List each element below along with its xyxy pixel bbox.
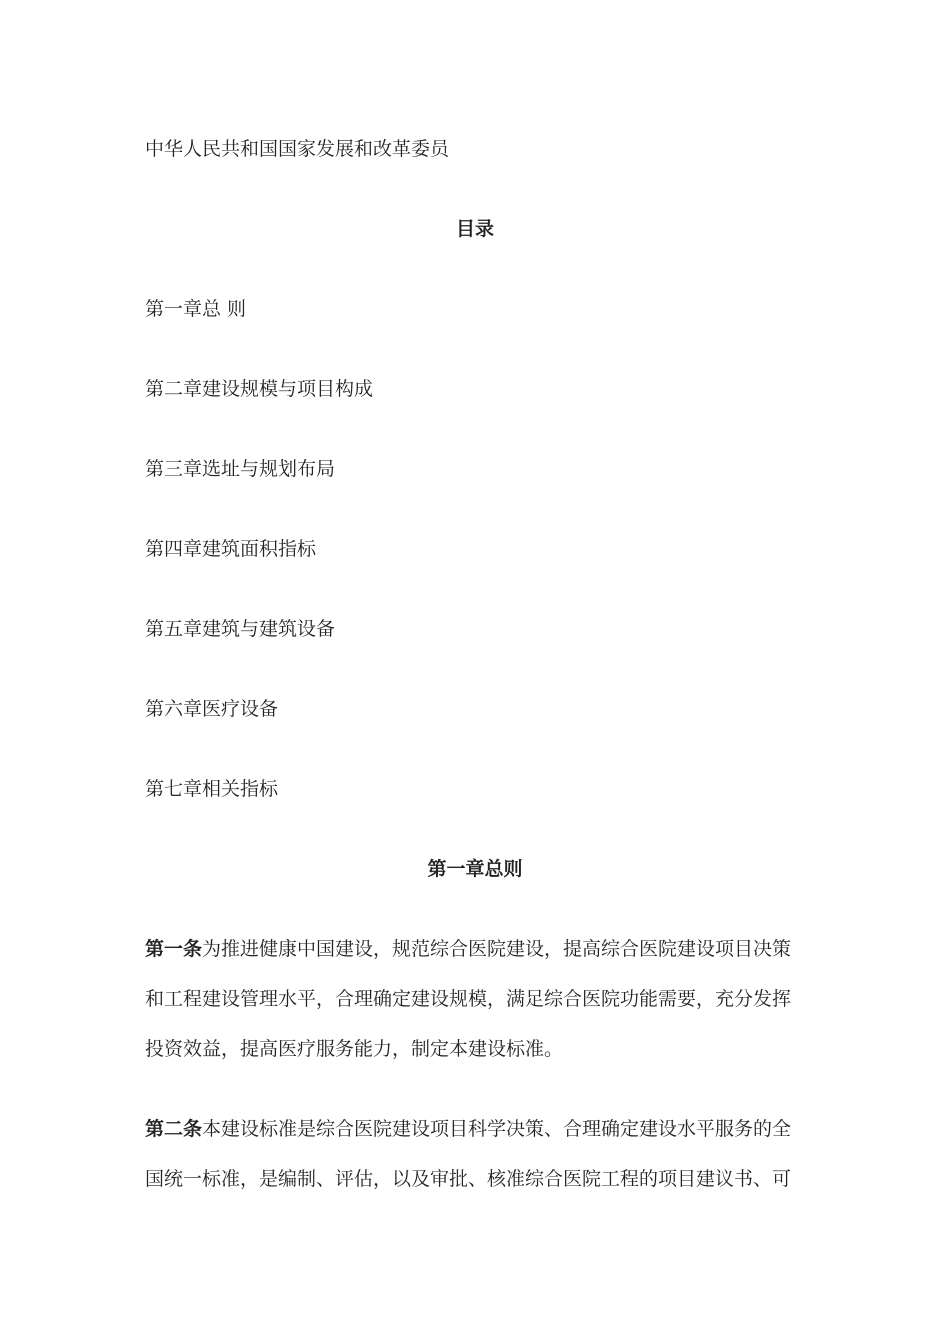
article-2-text-1: 本建设标准是综合医院建设项目科学决策、合理确定建设水平服务的全 xyxy=(202,1118,792,1140)
article-1-row-2: 和工程建设管理水平，合理确定建设规模，满足综合医院功能需要，充分发挥 xyxy=(145,988,792,1010)
toc-item-chapter-5[interactable]: 第五章建筑与建筑设备 xyxy=(145,618,336,640)
article-2-paragraph xyxy=(145,1104,805,1204)
toc-item-chapter-6[interactable]: 第六章医疗设备 xyxy=(145,698,279,720)
toc-item-chapter-4[interactable]: 第四章建筑面积指标 xyxy=(145,538,317,560)
article-1-row-3: 投资效益，提高医疗服务能力，制定本建设标准。 xyxy=(145,1038,564,1060)
article-1-label: 第一条 xyxy=(145,938,203,960)
toc-item-chapter-3[interactable]: 第三章选址与规划布局 xyxy=(145,458,336,480)
article-2-row-1 xyxy=(145,1104,805,1154)
article-2-row-2: 国统一标准，是编制、评估，以及审批、核准综合医院工程的项目建议书、可 xyxy=(145,1168,792,1190)
article-1-text-1: 为推进健康中国建设，规范综合医院建设，提高综合医院建设项目决策 xyxy=(202,938,792,960)
toc-item-chapter-1[interactable]: 第一章总 则 xyxy=(145,298,247,320)
toc-item-chapter-7[interactable]: 第七章相关指标 xyxy=(145,778,279,800)
article-2-label: 第二条 xyxy=(145,1118,203,1140)
issuer-line: 中华人民共和国国家发展和改革委员 xyxy=(145,138,450,160)
article-1-paragraph xyxy=(145,924,805,1074)
toc-item-chapter-2[interactable]: 第二章建设规模与项目构成 xyxy=(145,378,374,400)
chapter-1-heading: 第一章总则 xyxy=(427,858,523,880)
toc-title: 目录 xyxy=(455,218,494,240)
article-1-row-1 xyxy=(145,924,805,974)
